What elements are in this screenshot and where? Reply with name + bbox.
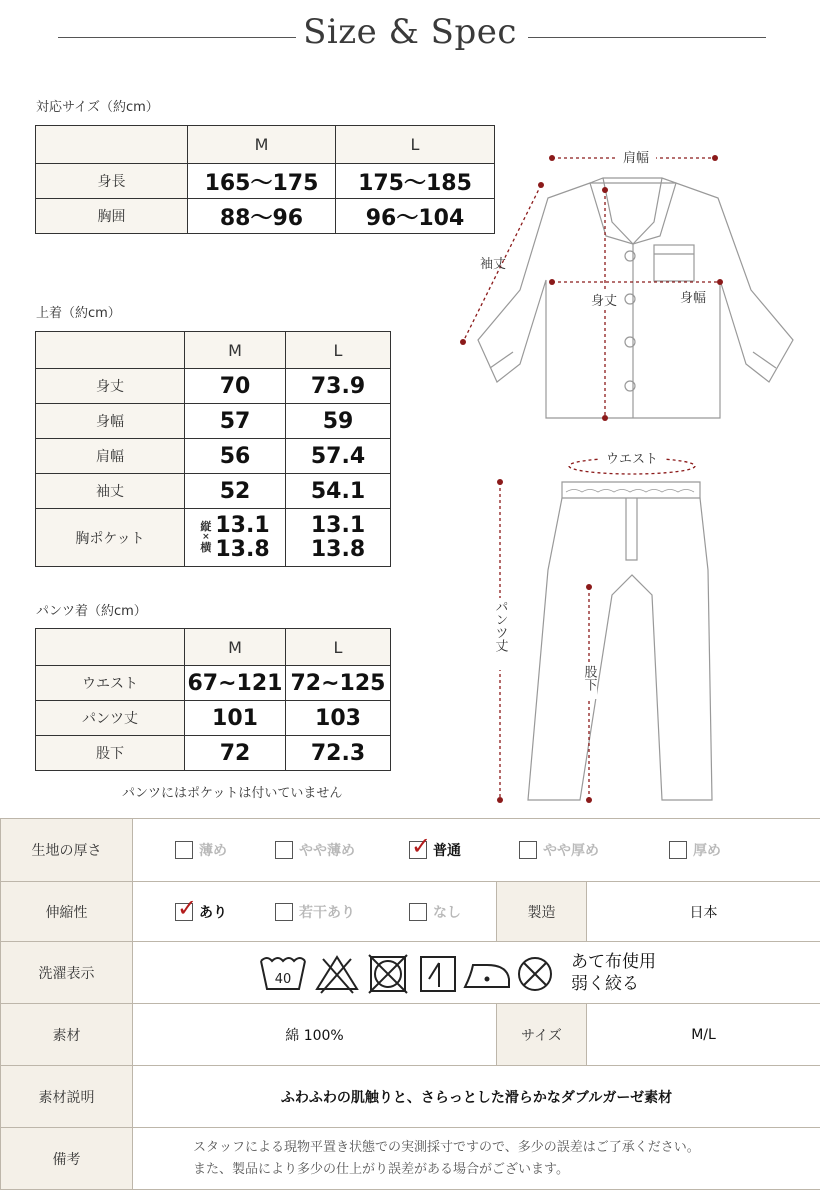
- top-table: [35, 331, 391, 567]
- label-body-width: 身幅: [680, 291, 707, 306]
- spec-value-made: 日本: [587, 882, 820, 942]
- checkbox: [519, 841, 537, 859]
- size-cell-l: 96〜104: [336, 199, 495, 234]
- size-cell-m: 88〜96: [188, 199, 336, 234]
- thickness-option-normal: ✓ 普通: [411, 832, 461, 860]
- pants-col-m: M: [185, 629, 286, 666]
- top-cell-m: 70: [185, 369, 286, 404]
- line-dry-icon: [421, 957, 455, 991]
- checkbox-checked: [409, 832, 432, 860]
- pants-table-corner: [36, 629, 185, 666]
- pocket-m-horizontal: 13.8: [215, 536, 270, 562]
- spec-table: [0, 818, 820, 1190]
- size-table-caption: 対応サイズ（約cm）: [36, 100, 159, 115]
- label-inseam: 股下: [581, 665, 597, 691]
- pocket-l-horizontal: 13.8: [310, 536, 366, 562]
- check-icon: ✓: [177, 893, 198, 922]
- checkbox: [409, 903, 427, 921]
- pants-cell-m: 101: [185, 701, 286, 736]
- label-body-length: 身丈: [590, 294, 618, 309]
- iron-low-icon: [465, 965, 509, 987]
- garment-illustration: [440, 130, 810, 810]
- spec-value-size: M/L: [587, 1004, 820, 1066]
- label-waist: ウエスト: [605, 452, 659, 467]
- stretch-option-slight: 若干あり: [275, 902, 409, 922]
- pants-row-label: 股下: [36, 736, 185, 771]
- checkbox-checked: [175, 893, 198, 922]
- pants-cell-l: 72~125: [286, 666, 391, 701]
- size-col-l: L: [336, 126, 495, 164]
- stretch-option-yes: ✓ あり: [177, 893, 227, 922]
- spec-label-care: 洗濯表示: [1, 942, 133, 1004]
- thickness-option-slightly-thick: やや厚め: [519, 840, 669, 860]
- spec-label-material-desc: 素材説明: [1, 1066, 133, 1128]
- svg-text:40: 40: [274, 971, 292, 987]
- spec-value-material-desc: ふわふわの肌触りと、さらっとした滑らかなダブルガーゼ素材: [133, 1066, 820, 1128]
- top-cell-l: 54.1: [286, 474, 391, 509]
- spec-value-material: 綿 100%: [133, 1004, 497, 1066]
- stretch-option-none: なし: [409, 902, 489, 922]
- care-symbols: [259, 951, 559, 995]
- remark-line2: また、製品により多少の仕上がり誤差がある場合がございます。: [193, 1161, 569, 1177]
- stretch-options: [133, 882, 497, 942]
- pants-cell-m: 67~121: [185, 666, 286, 701]
- thickness-options: [133, 819, 820, 882]
- size-row-label: 胸囲: [36, 199, 188, 234]
- pocket-axis-horizontal: 横: [200, 541, 212, 554]
- pocket-cell-l: [286, 509, 391, 567]
- top-row-label: 身幅: [36, 404, 185, 439]
- spec-label-thickness: 生地の厚さ: [1, 819, 133, 882]
- pocket-axis-vertical: 縦: [200, 520, 212, 533]
- label-shoulder: 肩幅: [622, 151, 650, 166]
- thickness-option-slightly-thin: やや薄め: [275, 840, 409, 860]
- title-rule-right: [528, 37, 766, 38]
- thickness-option-thin: 薄め: [175, 840, 275, 860]
- spec-label-material: 素材: [1, 1004, 133, 1066]
- size-table-corner: [36, 126, 188, 164]
- pocket-axis-labels: [200, 521, 211, 554]
- pants-cell-l: 103: [286, 701, 391, 736]
- pocket-cell-m: [185, 509, 286, 567]
- care-note-line1: あて布使用: [571, 951, 656, 972]
- thickness-option-thick: 厚め: [669, 840, 749, 860]
- spec-value-remark: [133, 1128, 820, 1190]
- top-cell-l: 57.4: [286, 439, 391, 474]
- no-dry-clean-icon: [519, 958, 551, 990]
- top-row-label: 肩幅: [36, 439, 185, 474]
- care-note-line2: 弱く絞る: [571, 973, 639, 994]
- pocket-axis-times: ×: [202, 532, 210, 542]
- wash-40-icon: [261, 958, 305, 989]
- pants-cell-l: 72.3: [286, 736, 391, 771]
- top-col-m: M: [185, 332, 286, 369]
- size-cell-l: 175〜185: [336, 164, 495, 199]
- remark-line1: スタッフによる現物平置き状態での実測採寸ですので、多少の誤差はご了承ください。: [193, 1139, 700, 1155]
- pocket-row-label: 胸ポケット: [36, 509, 185, 567]
- care-notes: [571, 951, 656, 995]
- pants-outline: [528, 482, 712, 800]
- spec-label-made: 製造: [497, 882, 587, 942]
- pants-row-label: パンツ丈: [36, 701, 185, 736]
- size-col-m: M: [188, 126, 336, 164]
- title-header: [0, 0, 820, 76]
- spec-label-size: サイズ: [497, 1004, 587, 1066]
- pants-cell-m: 72: [185, 736, 286, 771]
- check-icon: ✓: [411, 832, 432, 860]
- top-row-label: 袖丈: [36, 474, 185, 509]
- top-col-l: L: [286, 332, 391, 369]
- size-row-label: 身長: [36, 164, 188, 199]
- pocket-m-vertical: 13.1: [215, 512, 270, 538]
- checkbox: [175, 841, 193, 859]
- pants-pocket-note: パンツにはポケットは付いていません: [122, 786, 343, 801]
- top-cell-m: 52: [185, 474, 286, 509]
- spec-label-remark: 備考: [1, 1128, 133, 1190]
- pocket-l-vertical: 13.1: [310, 512, 366, 538]
- label-sleeve: 袖丈: [480, 257, 507, 272]
- top-cell-m: 57: [185, 404, 286, 439]
- top-cell-m: 56: [185, 439, 286, 474]
- top-table-caption: 上着（約cm）: [36, 306, 121, 321]
- size-table: [35, 125, 495, 234]
- top-cell-l: 59: [286, 404, 391, 439]
- shirt-outline: [478, 178, 793, 418]
- no-bleach-icon: [317, 957, 357, 993]
- top-table-corner: [36, 332, 185, 369]
- pants-table-caption: パンツ着（約cm）: [36, 604, 147, 619]
- pants-col-l: L: [286, 629, 391, 666]
- pants-table: [35, 628, 391, 771]
- checkbox: [275, 841, 293, 859]
- top-row-label: 身丈: [36, 369, 185, 404]
- spec-label-stretch: 伸縮性: [1, 882, 133, 942]
- pants-row-label: ウエスト: [36, 666, 185, 701]
- size-cell-m: 165〜175: [188, 164, 336, 199]
- no-tumble-dry-icon: [369, 955, 407, 993]
- top-cell-l: 73.9: [286, 369, 391, 404]
- checkbox: [275, 903, 293, 921]
- label-pants-length: パンツ丈: [492, 600, 508, 652]
- page-title: Size & Spec: [303, 12, 517, 52]
- checkbox: [669, 841, 687, 859]
- care-symbols-row: [133, 942, 820, 1004]
